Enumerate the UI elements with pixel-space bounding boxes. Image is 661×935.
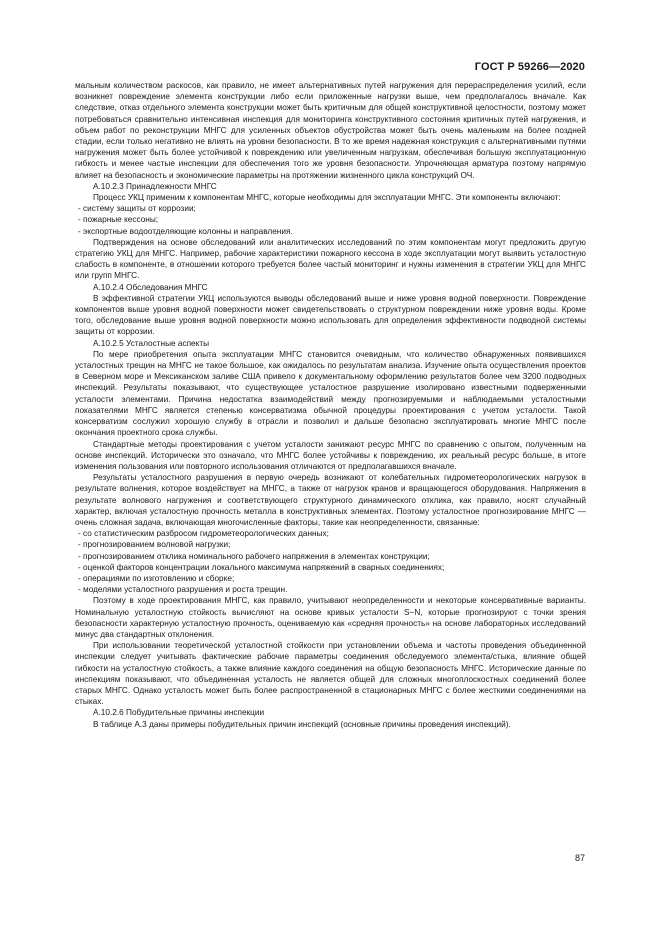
- section-heading: А.10.2.5 Усталостные аспекты: [93, 338, 210, 348]
- page-number: 87: [574, 853, 585, 863]
- paragraph: При использовании теоретической усталостной стойкости при установлении объема и частоты проведения объединенной инспекции следует учитывать фактические рабочие параметры соединения обследуемого элемента/стыка, влияние общей гибкости на усталостную стойкость, а также влияние каждого соединения на общую безопасность МНГС. Исторические данные по инспекциям показывают, что объединенная усталость не является общей для сложных многоплоскостных соединений более старых МНГС. Однако усталость может быть более распространенной в стационарных МНГС с более жесткими соединениями на стыках.: [75, 641, 586, 707]
- paragraph: Подтверждения на основе обследований или аналитических исследований по этим компонентам могут предложить другую стратегию УКЦ для МНГС. Например, рабочие характеристики пожарного кессона в ходе эксплуатации могут выявить усталостную слабость в компоненте, в отношении которого требуется более частый мониторинг и нужны изменения в стратегии УКЦ для МНГС или групп МНГС.: [75, 237, 586, 281]
- list-item: - оценкой факторов концентрации локального максимума напряжений в сварных соединениях;: [78, 562, 445, 572]
- document-header: ГОСТ Р 59266—2020: [474, 61, 585, 73]
- section-heading: А.10.2.6 Побудительные причины инспекции: [93, 708, 265, 718]
- list-item: - прогнозированием отклика номинального рабочего напряжения в элементах конструкции;: [78, 551, 430, 561]
- list-item: - прогнозированием волновой нагрузки;: [78, 540, 231, 550]
- list-item: - систему защиты от коррозии;: [78, 204, 196, 214]
- section-heading: А.10.2.4 Обследования МНГС: [93, 282, 208, 292]
- paragraph: Поэтому в ходе проектирования МНГС, как правило, учитывают неопределенности и некоторые консервативные варианты. Номинальную усталостную стойкость вычисляют на основе кривых усталости S−N, которые прогнозируют с точки зрения безопасности характерную усталостную прочность, оцениваемую как «средняя прочность» на основе лабораторных исследований минус два стандартных отклонения.: [75, 596, 586, 639]
- list-item: - пожарные кессоны;: [78, 215, 159, 225]
- list-item: - моделями усталостного разрушения и роста трещин.: [78, 585, 288, 595]
- list-item: - со статистическим разбросом гидрометеорологических данных;: [78, 529, 329, 539]
- paragraph: Стандартные методы проектирования с учетом усталости занижают ресурс МНГС по сравнению с опытом, полученным на основе инспекций. Исторически это означало, что МНГС более устойчивы к повреждению, их реальный ресурс больше, в итоге изменения пользования или повторного использования отличаются от предполагавшихся вначале.: [75, 439, 586, 471]
- document-body: [75, 80, 586, 730]
- paragraph: Результаты усталостного разрушения в первую очередь возникают от колебательных гидрометеорологических нагрузок в результате волнения, которое воздействует на МНГС, а также от нагрузок кранов и вращающегося оборудования. Напряжения в результате волнового нагружения и соответствующего структурного динамического отклика, как правило, носят случайный характер, включая усталостную прочность металла в конструктивных элементах. Поэтому усталостное прогнозирование МНГС — очень сложная задача, включающая многочисленные факторы, такие как неопределенности, связанные:: [75, 473, 586, 527]
- paragraph: По мере приобретения опыта эксплуатации МНГС становится очевидным, что количество обнаруженных появившихся усталостных трещин на МНГС не такое большое, как ожидалось по результатам анализа. Изучение опыта осуществления проектов в Северном море и Мексиканском заливе США привело к документальному оформлению результатов более чем 3200 подводных инспекций. Результаты показывают, что существующее усталостное разрушение изолировано известными подверженными усталости элементами. Причина недостатка взаимодействий между прогнозируемыми и наблюдаемыми усталостными показателями МНГС является степенью консерватизма обычной процедуры проектирования с учетом усталости. Такой консерватизм сослужил хорошую службу в отрасли и позволил и дальше безопасно эксплуатировать многие МНГС после окончания проектного срока службы.: [75, 349, 586, 438]
- paragraph: В эффективной стратегии УКЦ используются выводы обследований выше и ниже уровня водной поверхности. Повреждение компонентов выше уровня водной поверхности может свидетельствовать о структурном повреждении ниже уровня воды. Кроме того, обследование выше уровня водной поверхности можно использовать для определения эффективности подводной системы защиты от коррозии.: [75, 293, 586, 337]
- list-item: - экспортные водоотделяющие колонны и направления.: [78, 226, 293, 236]
- paragraph: В таблице А.3 даны примеры побудительных причин инспекций (основные причины проведения инспекций).: [93, 719, 511, 729]
- section-heading: А.10.2.3 Принадлежности МНГС: [93, 181, 217, 191]
- list-item: - операциями по изготовлению и сборке;: [78, 573, 235, 583]
- paragraph: Процесс УКЦ применим к компонентам МНГС, которые необходимы для эксплуатации МНГС. Эти компоненты включают:: [93, 193, 561, 203]
- paragraph: мальным количеством раскосов, как правило, не имеет альтернативных путей нагружения для перераспределения усилий, если возникнет повреждение элемента конструкции либо если приложенные нагрузки выше, чем предполагалось вначале. Как следствие, отказ отдельного элемента конструкции может быть критичным для общей конструктивной целостности, поэтому может потребоваться сравнительно интенсивная инспекция для мониторинга конструктивного состояния критичных путей нагружения, и объем работ по реконструкции МНГС для усиленных объектов обустройства может быть очень маленьким на более поздней стадии, если только негативно не влиять на уровни безопасности. В то же время надежная конструкция с альтернативными путями нагружения может быть более устойчивой к повреждению или увеличенным нагрузкам, обеспечивая большую эксплуатационную гибкость и менее частые инспекции для обеспечения того же уровня безопасности. Упрочняющая арматура поэтому напрямую влияет на безопасность и экономические параметры на протяжении жизненного цикла конструкций ОЧ.: [75, 81, 586, 180]
